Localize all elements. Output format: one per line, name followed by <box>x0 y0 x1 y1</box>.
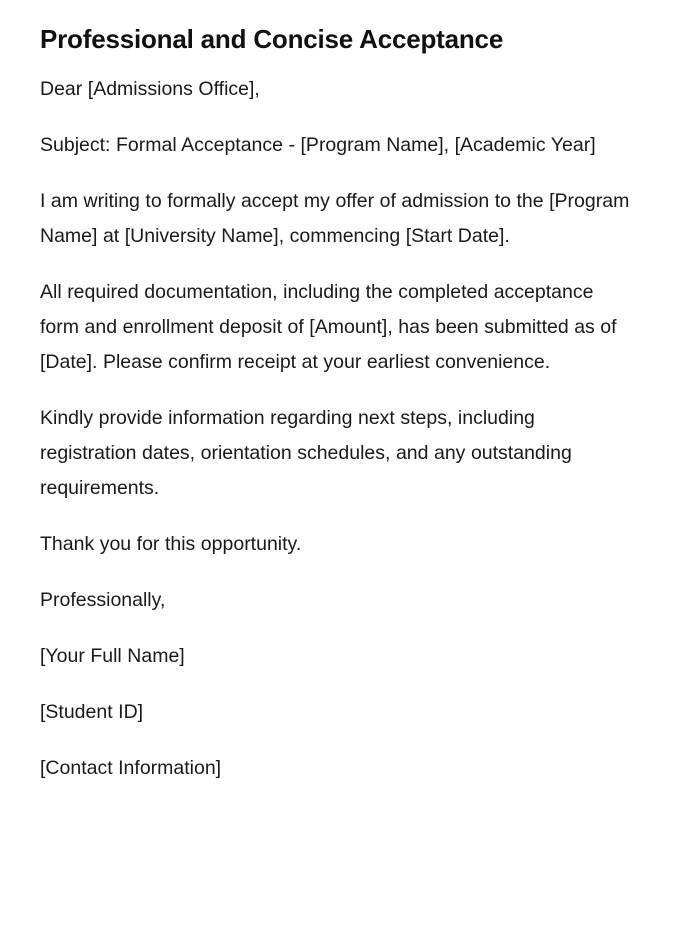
page-title: Professional and Concise Acceptance <box>40 24 504 54</box>
acceptance-statement: I am writing to formally accept my offer of admission to the [Program Name] at [University Name], commencing [Start Date]. <box>40 190 630 247</box>
thanks-statement: Thank you for this opportunity. <box>40 533 302 555</box>
next-steps-request: Kindly provide information regarding next steps, including registration dates, orientation schedules, and any outstanding requirements. <box>40 407 572 499</box>
signature-contact-information: [Contact Information] <box>40 757 222 779</box>
subject-line: Subject: Formal Acceptance - [Program Name], [Academic Year] <box>40 134 596 156</box>
signature-full-name: [Your Full Name] <box>40 645 185 667</box>
signature-student-id: [Student ID] <box>40 701 144 723</box>
closing-salutation: Professionally, <box>40 589 166 611</box>
document-body <box>40 72 638 786</box>
documentation-statement: All required documentation, including the completed acceptance form and enrollment deposit of [Amount], has been submitted as of [Date]. Please confirm receipt at your earliest convenience. <box>40 281 617 373</box>
salutation: Dear [Admissions Office], <box>40 78 260 100</box>
